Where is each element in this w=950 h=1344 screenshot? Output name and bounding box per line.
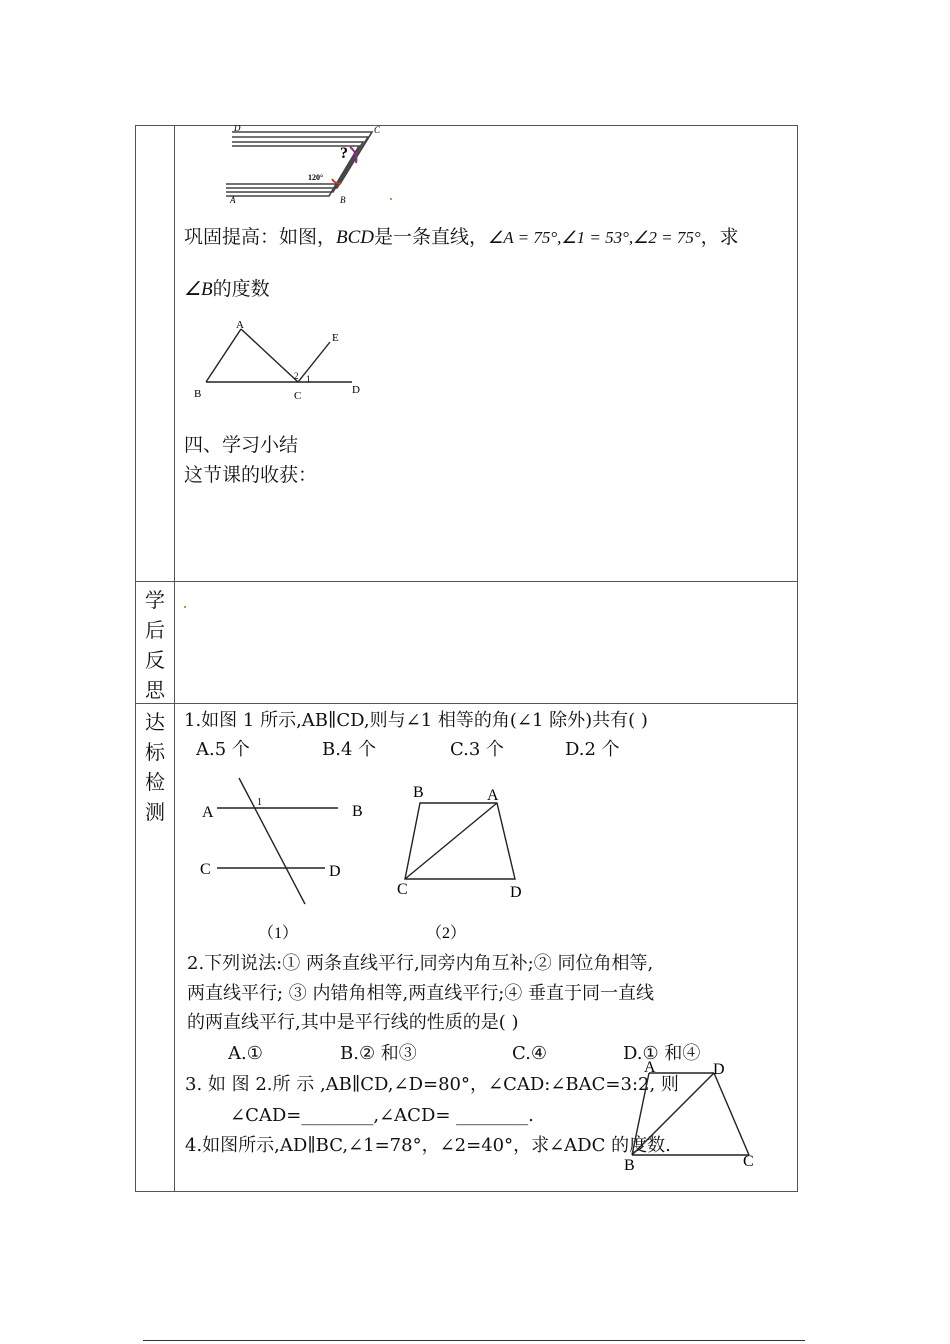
triangle-label-b: B <box>194 388 202 400</box>
road-label-angle: 120° <box>308 173 324 182</box>
fig3-label-c: C <box>743 1153 754 1170</box>
stray-dot-2 <box>184 606 186 608</box>
consolidate-angles: ∠A = 75°,∠1 = 53°,∠2 = 75° <box>488 228 701 247</box>
fig3-label-d: D <box>713 1061 725 1078</box>
triangle-label-d: D <box>352 384 360 396</box>
road-label-b: B <box>340 195 346 205</box>
assessment-char-2: 标 <box>145 740 165 764</box>
triangle-label-c: C <box>294 390 302 402</box>
fig2-label-d: D <box>510 884 522 901</box>
triangle-label-a: A <box>236 319 244 331</box>
q2-option-d: D.① 和④ <box>623 1043 701 1064</box>
q1-option-c: C.3 个 <box>450 739 505 760</box>
stray-dot <box>390 198 392 200</box>
triangle-label-1: 1 <box>306 374 311 384</box>
figure-3-trapezoid <box>615 1053 765 1173</box>
fig2-caption: （2） <box>426 925 467 942</box>
assessment-char-4: 测 <box>145 800 165 824</box>
q2-option-c: C.④ <box>512 1043 547 1064</box>
assessment-char-3: 检 <box>145 770 165 794</box>
fig1-label-a: A <box>202 804 214 821</box>
question-2-line-3: 的两直线平行,其中是平行线的性质的是( ) <box>187 1012 519 1033</box>
road-label-d: D <box>234 125 241 133</box>
q1-option-b: B.4 个 <box>322 739 377 760</box>
question-3-line-1: 3. 如 图 2.所 示 ,AB∥CD,∠D=80°，∠CAD:∠BAC=3:2, 则 <box>185 1074 679 1095</box>
fig2-label-b: B <box>413 784 424 801</box>
triangle-label-e: E <box>332 332 339 344</box>
fig3-label-b: B <box>624 1157 635 1173</box>
consolidate-lead: 巩固提高：如图， <box>184 226 337 248</box>
consolidate-ask: ，求 <box>700 226 739 248</box>
fig3-label-a: A <box>644 1059 656 1076</box>
q1-option-a: A.5 个 <box>196 739 250 760</box>
q2-option-a: A.① <box>228 1043 263 1064</box>
reflection-char-3: 反 <box>145 648 165 672</box>
q1-option-d: D.2 个 <box>565 739 620 760</box>
reflection-label <box>135 585 175 705</box>
road-label-question: ? <box>340 145 348 162</box>
table-border-right <box>797 125 798 1192</box>
table-row-divider-2 <box>135 703 798 704</box>
reflection-char-1: 学 <box>145 588 165 612</box>
question-2-line-2: 两直线平行; ③ 内错角相等,两直线平行;④ 垂直于同一直线 <box>187 983 655 1004</box>
consolidate-line-2 <box>184 280 270 299</box>
question-1: 1.如图 1 所示,AB∥CD,则与∠1 相等的角(∠1 除外)共有( ) <box>184 710 648 731</box>
table-row-divider-1 <box>135 581 798 582</box>
reflection-char-4: 思 <box>145 678 165 702</box>
footer-rule <box>143 1340 805 1341</box>
fig1-label-1: 1 <box>257 797 262 808</box>
triangle-figure <box>190 315 370 405</box>
question-4: 4.如图所示,AD∥BC,∠1=78°，∠2=40°，求∠ADC 的度数. <box>185 1135 671 1156</box>
consolidate-line-1 <box>184 228 739 247</box>
consolidate-bcd: BCD <box>336 227 375 248</box>
triangle-label-2: 2 <box>294 371 299 381</box>
road-label-c: C <box>374 125 381 135</box>
fig1-label-b: B <box>352 803 363 820</box>
fig1-label-d: D <box>329 863 341 880</box>
figure-1-parallel-lines <box>195 770 375 950</box>
summary-title: 四、学习小结 <box>184 434 299 456</box>
consolidate-angle-b: ∠B <box>184 279 213 300</box>
consolidate-is-line: 是一条直线， <box>374 226 489 248</box>
question-2-line-1: 2.下列说法:① 两条直线平行,同旁内角互补;② 同位角相等, <box>187 953 654 974</box>
fig2-label-c: C <box>397 881 408 898</box>
fig1-caption: （1） <box>258 925 299 942</box>
q2-option-b: B.② 和③ <box>340 1043 417 1064</box>
assessment-label <box>135 707 175 827</box>
reflection-char-2: 后 <box>145 618 165 642</box>
fig2-label-a: A <box>487 787 499 804</box>
fig1-label-c: C <box>200 861 211 878</box>
figure-2-trapezoid <box>390 775 540 950</box>
question-3-line-2: ∠CAD=________,∠ACD= ________. <box>230 1105 534 1126</box>
summary-prompt: 这节课的收获： <box>184 464 318 486</box>
road-label-a: A <box>230 195 236 205</box>
road-turn-figure <box>222 125 397 205</box>
consolidate-rest: 的度数 <box>212 278 270 300</box>
table-border-bottom <box>135 1191 798 1192</box>
assessment-char-1: 达 <box>145 710 165 734</box>
